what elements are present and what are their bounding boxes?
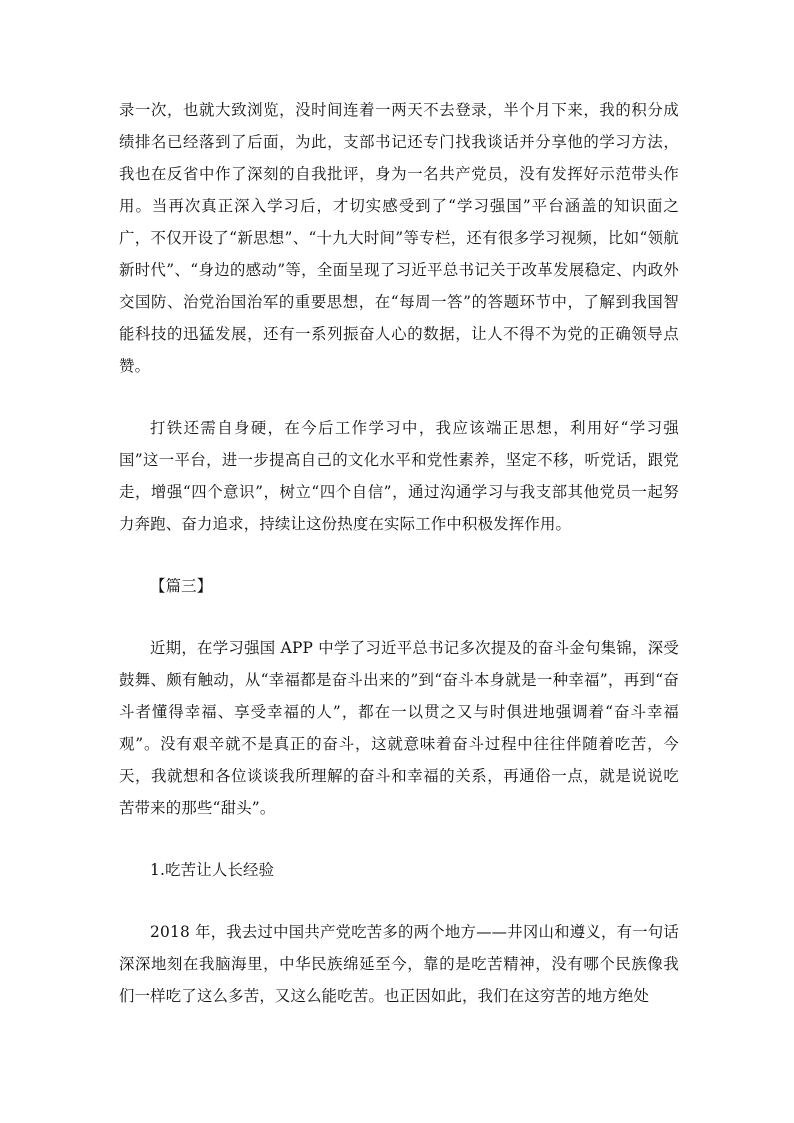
subheading-1: 1.吃苦让人长经验	[150, 861, 275, 879]
paragraph-continued: 录一次，也就大致浏览，没时间连着一两天不去登录，半个月下来，我的积分成绩排名已经落到了后面，为此，支部书记还专门找我谈话并分享他的学习方法，我也在反省中作了深刻的自我批评，身为一名共产党员，没有发挥好示范带头作用。当再次真正深入学习后，才切实感受到了“学习强国”平台涵盖的知识面之广，不仅开设了“新思想”、“十九大时间”等专栏，还有很多学习视频，比如“领航新时代”、“身边的感动”等，全面呈现了习近平总书记关于改革发展稳定、内政外交国防、治党治国治军的重要思想，在“每周一答”的答题环节中，了解到我国智能科技的迅猛发展，还有一系列振奋人心的数据，让人不得不为党的正确领导点赞。	[119, 101, 679, 375]
document-body	[119, 94, 679, 1012]
paragraph-resolve: 打铁还需自身硬，在今后工作学习中，我应该端正思想，利用好“学习强国”这一平台，进一步提高自己的文化水平和党性素养，坚定不移，听党话，跟党走，增强“四个意识”，树立“四个自信”，通过沟通学习与我支部其他党员一起努力奔跑、奋力追求，持续让这份热度在实际工作中积极发挥作用。	[119, 419, 679, 533]
paragraph-2018: 2018 年，我去过中国共产党吃苦多的两个地方——井冈山和遵义，有一句话深深地刻在我脑海里，中华民族绵延至今，靠的是吃苦精神，没有哪个民族像我们一样吃了这么多苦，又这么能吃苦。也正因如此，我们在这穷苦的地方绝处	[119, 923, 679, 1005]
paragraph-intro: 近期，在学习强国 APP 中学了习近平总书记多次提及的奋斗金句集锦，深受鼓舞、颇有触动，从“幸福都是奋斗出来的”到“奋斗本身就是一种幸福”，再到“奋斗者懂得幸福、享受幸福的人”，都在一以贯之又与时俱进地强调着“奋斗幸福观”。没有艰辛就不是真正的奋斗，这就意味着奋斗过程中往往伴随着吃苦，今天，我就想和各位谈谈我所理解的奋斗和幸福的关系，再通俗一点，就是说说吃苦带来的那些“甜头”。	[119, 639, 679, 817]
section-heading: 【篇三】	[150, 577, 213, 595]
